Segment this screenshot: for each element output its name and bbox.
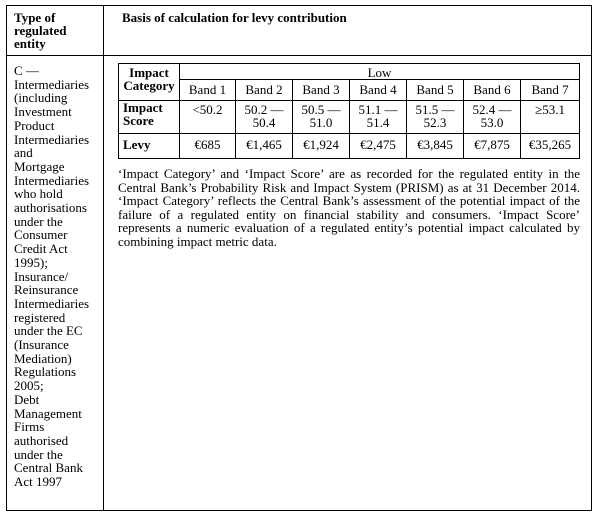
basis-header [104, 6, 592, 56]
band-header: Band 3 [293, 80, 350, 101]
band-table [118, 63, 580, 159]
impact-score-label-text: Impact Score [123, 100, 163, 128]
band-header: Band 1 [180, 80, 236, 101]
impact-score-cell: 51.1 — 51.4 [350, 101, 407, 134]
type-header [7, 6, 104, 56]
impact-category-value: Low [180, 64, 580, 80]
explanatory-note: ‘Impact Category’ and ‘Impact Score’ are as recorded for the regulated entity in the Central Bank’s Probability Risk and Impact System (PRISM) as at 31 December 2014. ‘Impact Category’ reflects the Central Bank’s assessment of the potential impact of the failure of a regulated entity on financial stability and consumers. ‘Impact Score’ represents a numeric evaluation of a regulated entity’s potential impact calculated by combining impact metric data. [118, 166, 580, 249]
impact-category-label [119, 64, 180, 101]
levy-cell: €7,875 [464, 134, 521, 159]
entity-type-text: C — Intermediaries (including Investment Product Intermediaries and Mortgage Intermediaries who hold authorisations under the Consumer Credit Act 1995); Insurance/ Reinsurance Intermediaries registered under the EC (Insurance Mediation) Regulations 2005; Debt Management Firms authorised under the Central Bank Act 1997 [14, 63, 90, 490]
band-header: Band 7 [521, 80, 580, 101]
impact-score-cell: 51.5 — 52.3 [407, 101, 464, 134]
levy-cell: €35,265 [521, 134, 580, 159]
levy-cell: €1,465 [236, 134, 293, 159]
impact-score-cell: 50.5 — 51.0 [293, 101, 350, 134]
impact-category-label-text: Impact Category [123, 65, 175, 93]
basis-header-text: Basis of calculation for levy contribution [122, 10, 347, 25]
impact-score-cell: ≥53.1 [521, 101, 580, 134]
levy-cell: €3,845 [407, 134, 464, 159]
impact-score-cell: <50.2 [180, 101, 236, 134]
levy-cell: €2,475 [350, 134, 407, 159]
levy-cell: €1,924 [293, 134, 350, 159]
band-header: Band 4 [350, 80, 407, 101]
impact-score-cell: 52.4 — 53.0 [464, 101, 521, 134]
impact-score-cell: 50.2 — 50.4 [236, 101, 293, 134]
levy-schedule-table [6, 5, 592, 511]
levy-cell: €685 [180, 134, 236, 159]
entity-type-cell [7, 56, 104, 511]
impact-score-label [119, 101, 180, 134]
band-header: Band 2 [236, 80, 293, 101]
basis-cell [104, 56, 592, 511]
type-header-text: Type of regulated entity [14, 10, 67, 51]
band-header: Band 6 [464, 80, 521, 101]
band-header: Band 5 [407, 80, 464, 101]
levy-label: Levy [119, 134, 180, 159]
